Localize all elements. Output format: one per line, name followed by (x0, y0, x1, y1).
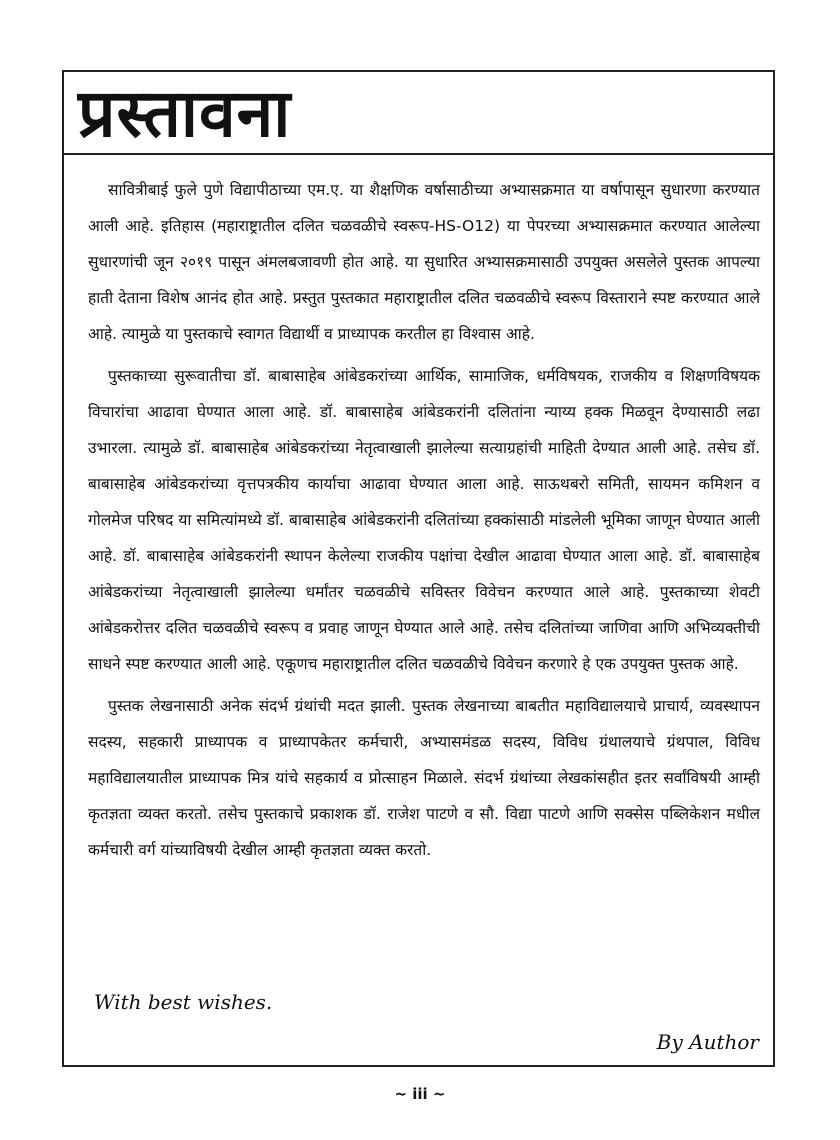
page-number: ~ iii ~ (394, 1085, 446, 1103)
signature: By Author (656, 1030, 759, 1054)
page-frame (62, 70, 775, 1067)
paragraph: पुस्तक लेखनासाठी अनेक संदर्भ ग्रंथांची मदत झाली. पुस्तक लेखनाच्या बाबतीत महाविद्यालयाचे प्राचार्य, व्यवस्थापन सदस्य, सहकारी प्राध्यापक व प्राध्यापकेतर कर्मचारी, अभ्यासमंडळ सदस्य, विविध ग्रंथालयाचे ग्रंथपाल, विविध महाविद्यालयातील प्राध्यापक मित्र यांचे सहकार्य व प्रोत्साहन मिळाले. संदर्भ ग्रंथांच्या लेखकांसहीत इतर सर्वांविषयी आम्ही कृतज्ञता व्यक्त करतो. तसेच पुस्तकाचे प्रकाशक डॉ. राजेश पाटणे व सौ. विद्या पाटणे आणि सक्सेस पब्लिकेशन मधील कर्मचारी वर्ग यांच्याविषयी देखील आम्ही कृतज्ञता व्यक्त करतो. (88, 697, 760, 859)
preface-body (88, 172, 760, 874)
closing-text: With best wishes. (94, 990, 273, 1014)
paragraph: पुस्तकाच्या सुरूवातीचा डॉ. बाबासाहेब आंबेडकरांच्या आर्थिक, सामाजिक, धर्मविषयक, राजकीय व शिक्षणविषयक विचारांचा आढावा घेण्यात आला आहे. डॉ. बाबासाहेब आंबेडकरांनी दलितांना न्याय्य हक्क मिळवून देण्यासाठी लढा उभारला. त्यामुळे डॉ. बाबासाहेब आंबेडकरांच्या नेतृत्वाखाली झालेल्या सत्याग्रहांची माहिती देण्यात आली आहे. तसेच डॉ. बाबासाहेब आंबेडकरांच्या वृत्तपत्रकीय कार्याचा आढावा घेण्यात आला आहे. साऊथबरो समिती, सायमन कमिशन व गोलमेज परिषद या समित्यांमध्ये डॉ. बाबासाहेब आंबेडकरांनी दलितांच्या हक्कांसाठी मांडलेली भूमिका जाणून घेण्यात आली आहे. डॉ. बाबासाहेब आंबेडकरांनी स्थापन केलेल्या राजकीय पक्षांचा देखील आढावा घेण्यात आला आहे. डॉ. बाबासाहेब आंबेडकरांच्या नेतृत्वाखाली झालेल्या धर्मांतर चळवळीचे सविस्तर विवेचन करण्यात आले आहे. पुस्तकाच्या शेवटी आंबेडकरोत्तर दलित चळवळीचे स्वरूप व प्रवाह जाणून घेण्यात आले आहे. तसेच दलितांच्या जाणिवा आणि अभिव्यक्तीची साधने स्पष्ट करण्यात आली आहे. एकूणच महाराष्ट्रातील दलित चळवळीचे विवेचन करणारे हे एक उपयुक्त पुस्तक आहे. (88, 367, 760, 673)
title-divider (64, 153, 773, 155)
paragraph: सावित्रीबाई फुले पुणे विद्यापीठाच्या एम.ए. या शैक्षणिक वर्षासाठीच्या अभ्यासक्रमात या वर्षापासून सुधारणा करण्यात आली आहे. इतिहास (महाराष्ट्रातील दलित चळवळीचे स्वरूप-HS-O12) या पेपरच्या अभ्यासक्रमात करण्यात आलेल्या सुधारणांची जून २०१९ पासून अंमलबजावणी होत आहे. या सुधारित अभ्यासक्रमासाठी उपयुक्त असलेले पुस्तक आपल्या हाती देताना विशेष आनंद होत आहे. प्रस्तुत पुस्तकात महाराष्ट्रातील दलित चळवळीचे स्वरूप विस्ताराने स्पष्ट करण्यात आले आहे. त्यामुळे या पुस्तकाचे स्वागत विद्यार्थी व प्राध्यापक करतील हा विश्वास आहे. (88, 181, 760, 343)
page-title: प्रस्तावना (78, 75, 292, 152)
